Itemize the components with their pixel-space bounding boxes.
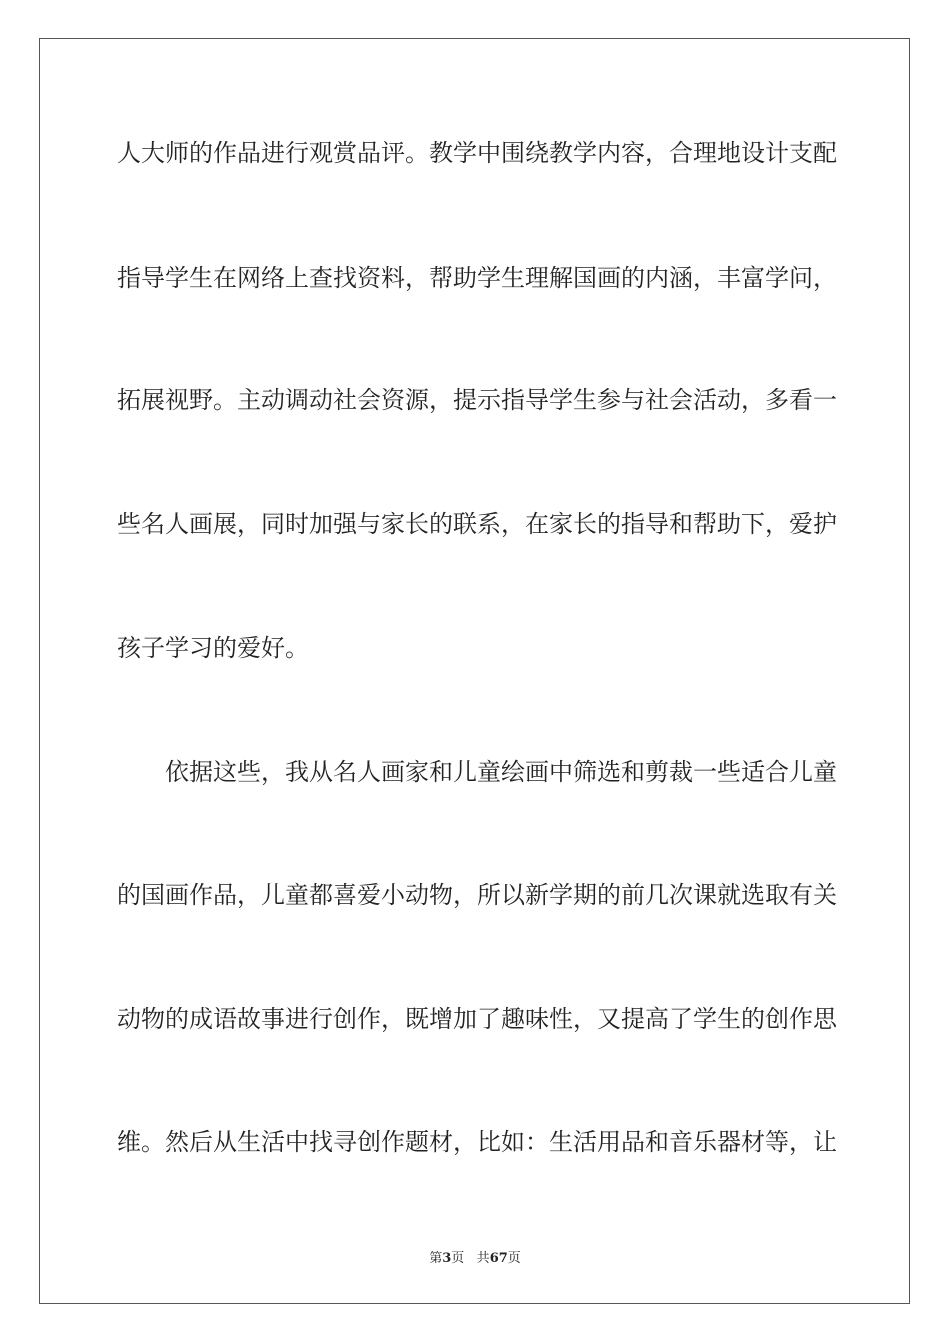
page-footer <box>0 1247 950 1266</box>
total-page-count: 67 <box>489 1251 508 1266</box>
footer-prefix: 第 <box>429 1251 443 1266</box>
text-line: 人大师的作品进行观赏品评。教学中围绕教学内容，合理地设计支配 <box>117 139 837 167</box>
text-line: 孩子学习的爱好。 <box>117 634 309 662</box>
footer-total-prefix: 共 <box>476 1251 490 1266</box>
current-page-number: 3 <box>442 1251 452 1266</box>
page-border <box>39 38 910 1304</box>
footer-page-suffix: 页 <box>451 1251 465 1266</box>
text-line: 拓展视野。主动调动社会资源，提示指导学生参与社会活动，多看一 <box>117 386 837 414</box>
footer-total-suffix: 页 <box>507 1251 521 1266</box>
text-line: 的国画作品，儿童都喜爱小动物，所以新学期的前几次课就选取有关 <box>117 881 837 909</box>
text-line: 依据这些，我从名人画家和儿童绘画中筛选和剪裁一些适合儿童 <box>165 758 837 786</box>
text-line: 动物的成语故事进行创作，既增加了趣味性，又提高了学生的创作思 <box>117 1005 837 1033</box>
text-line: 些名人画展，同时加强与家长的联系，在家长的指导和帮助下，爱护 <box>117 510 837 538</box>
text-line: 维。然后从生活中找寻创作题材，比如：生活用品和音乐器材等，让 <box>117 1128 837 1156</box>
text-line: 指导学生在网络上查找资料，帮助学生理解国画的内涵，丰富学问， <box>117 264 837 292</box>
